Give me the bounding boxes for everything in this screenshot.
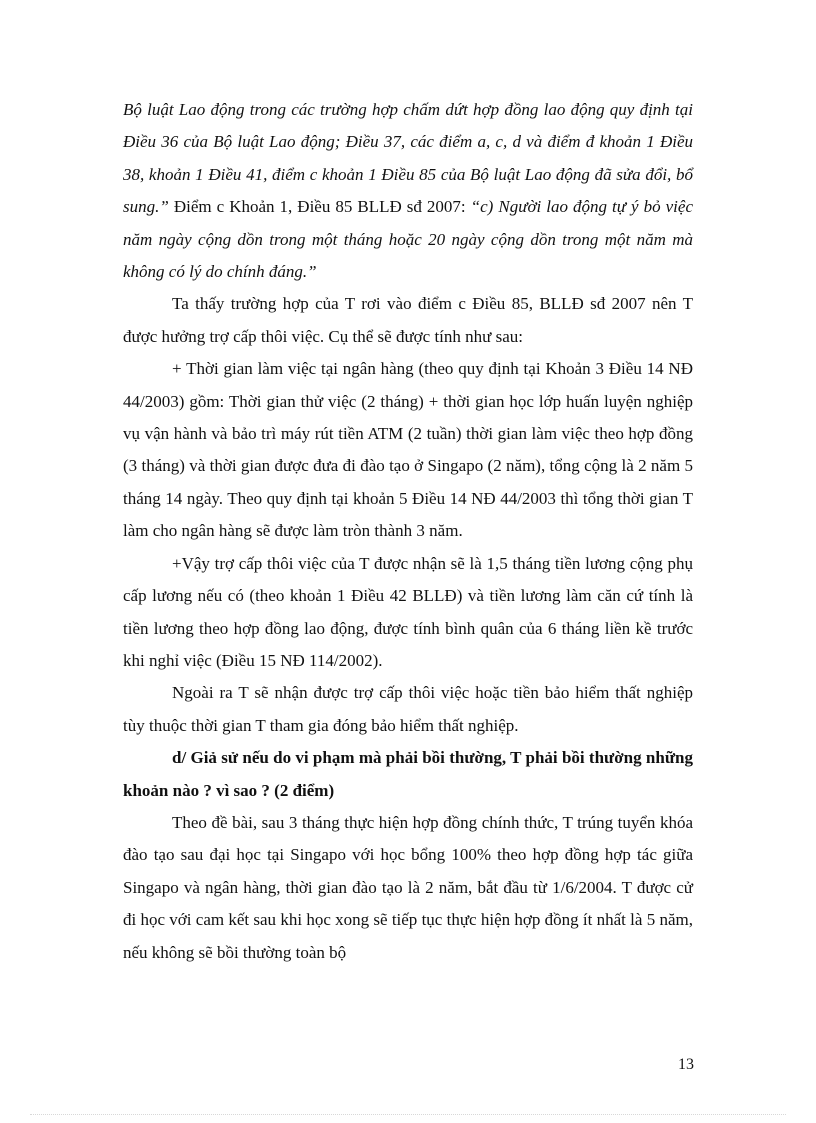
italic-quote-text: Bộ luật Lao động trong các trường hợp chấm dứt hợp đồng lao động quy định tại Điều 36 của Bộ luật Lao động; Điều 37, các điểm a, c, d và điểm đ khoản 1 Điều 38, khoản 1 Điều 41, điểm c khoản 1 Điều 85 của Bộ luật Lao động đã sửa đổi, bổ sung.”	[123, 100, 693, 217]
paragraph-unemployment-insurance: Ngoài ra T sẽ nhận được trợ cấp thôi việc hoặc tiền bảo hiểm thất nghiệp tùy thuộc thời gian T tham gia đóng bảo hiểm thất nghiệp.	[123, 683, 693, 735]
page-bottom-divider	[30, 1114, 786, 1115]
paragraph-conclusion: Ta thấy trường hợp của T rơi vào điểm c Điều 85, BLLĐ sđ 2007 nên T được hưởng trợ cấp thôi việc. Cụ thể sẽ được tính như sau:	[123, 294, 693, 346]
paragraph-working-time: + Thời gian làm việc tại ngân hàng (theo quy định tại Khoản 3 Điều 14 NĐ 44/2003) gồm: Thời gian thử việc (2 tháng) + thời gian học lớp huấn luyện nghiệp vụ vận hành và bảo trì máy rút tiền ATM (2 tuần) thời gian làm việc theo hợp đồng (3 tháng) và thời gian được đưa đi đào tạo ở Singapo (2 năm), tổng cộng là 2 năm 5 tháng 14 ngày. Theo quy định tại khoản 5 Điều 14 NĐ 44/2003 thì tổng thời gian T làm cho ngân hàng sẽ được làm tròn thành 3 năm.	[123, 359, 693, 541]
section-heading: d/ Giả sử nếu do vi phạm mà phải bồi thường, T phải bồi thường những khoản nào ? vì sao ? (2 điểm)	[123, 748, 693, 800]
body-text	[123, 94, 693, 969]
paragraph-quote-continuation	[123, 94, 693, 288]
paragraph-case-facts: Theo đề bài, sau 3 tháng thực hiện hợp đồng chính thức, T trúng tuyển khóa đào tạo sau đại học tại Singapo với học bổng 100% theo hợp đồng hợp tác giữa Singapo và ngân hàng, thời gian đào tạo là 2 năm, bắt đầu từ 1/6/2004. T được cử đi học với cam kết sau khi học xong sẽ tiếp tục thực hiện hợp đồng ít nhất là 5 năm, nếu không sẽ bồi thường toàn bộ	[123, 812, 693, 962]
paragraph-severance-allowance: +Vậy trợ cấp thôi việc của T được nhận sẽ là 1,5 tháng tiền lương cộng phụ cấp lương nếu có (theo khoản 1 Điều 42 BLLĐ) và tiền lương làm căn cứ tính là tiền lương theo hợp đồng lao động, được tính bình quân của 6 tháng liền kề trước khi nghỉ việc (Điều 15 NĐ 114/2002).	[123, 553, 693, 670]
italic-quote-text-2: “c) Người lao động tự ý bỏ việc năm ngày cộng dồn trong một tháng hoặc 20 ngày cộng dồn trong một năm mà không có lý do chính đáng.”	[123, 197, 693, 282]
citation-text: Điểm c Khoản 1, Điều 85 BLLĐ sđ 2007:	[168, 197, 471, 217]
page-number: 13	[678, 1056, 694, 1073]
